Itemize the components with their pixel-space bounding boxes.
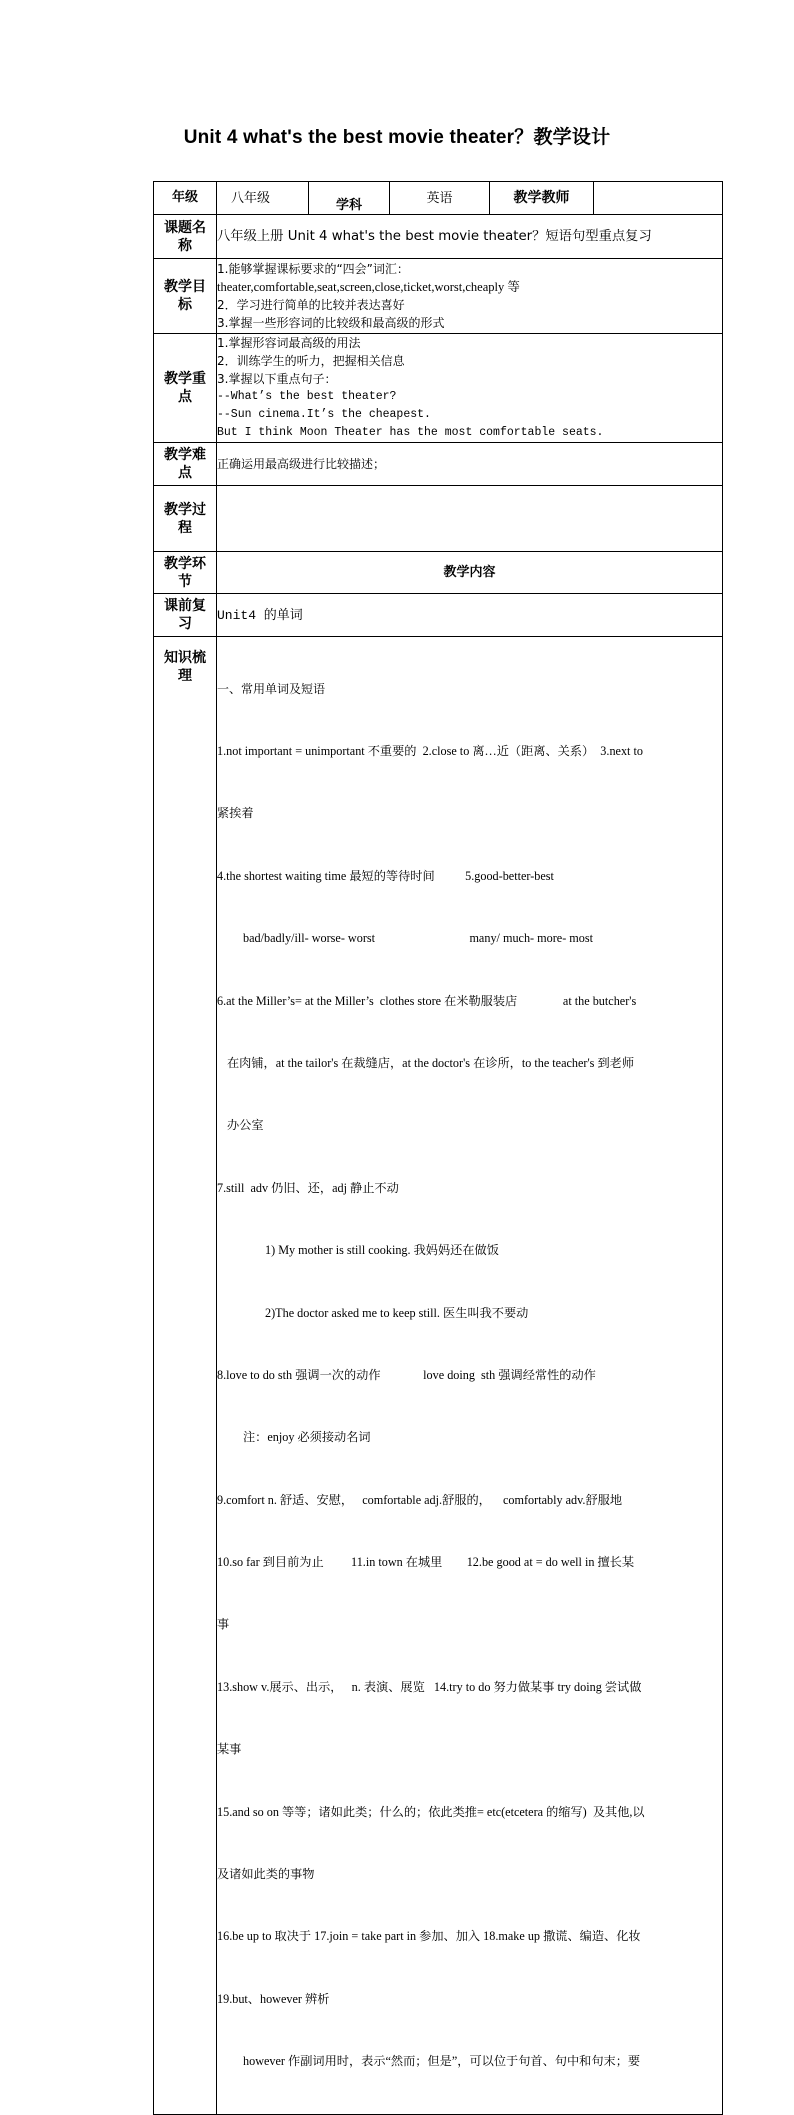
teacher-label: 教学教师 [490, 182, 594, 215]
topic-value: 八年级上册 Unit 4 what's the best movie theater？短语句型重点复习 [217, 215, 723, 259]
knowledge-line: 1) My mother is still cooking. 我妈妈还在做饭 [265, 1243, 499, 1258]
goals-row [154, 259, 723, 334]
goals-line: 3.掌握一些形容词的比较级和最高级的形式 [217, 316, 445, 330]
review-label: 课前复习 [154, 594, 217, 637]
process-row [154, 486, 723, 552]
section-value: 教学内容 [217, 552, 723, 594]
review-value: Unit4 的单词 [217, 594, 723, 637]
knowledge-row [154, 637, 723, 2115]
knowledge-line: 19.but、however 辨析 [217, 1991, 330, 2006]
teacher-value [594, 182, 723, 215]
knowledge-label: 知识梳理 [154, 637, 217, 2115]
header-row [154, 182, 723, 215]
goals-content [217, 259, 723, 334]
key-point-line: 1.掌握形容词最高级的用法 [217, 336, 361, 350]
process-value [217, 486, 723, 552]
knowledge-line: 一、常用单词及短语 [217, 681, 326, 696]
knowledge-line: 4.the shortest waiting time 最短的等待时间 5.good-better-best [217, 868, 554, 883]
goals-label: 教学目标 [154, 259, 217, 334]
goals-line: 1.能够掌握课标要求的“四会”词汇： [217, 262, 409, 276]
knowledge-line: 10.so far 到目前为止 11.in town 在城里 12.be good at = do well in 擅长某 [217, 1555, 635, 1570]
goals-line: theater,comfortable,seat,screen,close,ticket,worst,cheaply 等 [217, 280, 520, 294]
knowledge-line: however 作副词用时，表示“然而；但是”，可以位于句首、句中和句末；要 [243, 2054, 641, 2069]
knowledge-line: bad/badly/ill- worse- worst many/ much- more- most [243, 931, 593, 946]
knowledge-line: 紧挨着 [217, 806, 254, 821]
knowledge-line: 办公室 [227, 1118, 264, 1133]
subject-label: 学科 [309, 182, 390, 215]
review-row [154, 594, 723, 637]
difficulty-label: 教学难点 [154, 443, 217, 486]
key-points-row [154, 334, 723, 443]
knowledge-line: 注：enjoy 必须接动名词 [243, 1430, 371, 1445]
section-row [154, 552, 723, 594]
key-point-line: 2．训练学生的听力，把握相关信息 [217, 354, 405, 368]
key-sentence: But I think Moon Theater has the most comfortable seats. [217, 426, 604, 439]
key-point-line: 3.掌握以下重点句子： [217, 372, 337, 386]
knowledge-line: 某事 [217, 1742, 242, 1757]
knowledge-line: 9.comfort n. 舒适、安慰， comfortable adj.舒服的， comfortably adv.舒服地 [217, 1492, 623, 1507]
knowledge-line: 16.be up to 取决于 17.join = take part in 参加、加入 18.make up 撒谎、编造、化妆 [217, 1929, 641, 1944]
subject-value: 英语 [390, 182, 490, 215]
key-sentence: --Sun cinema.It’s the cheapest. [217, 408, 431, 421]
page-title: Unit 4 what's the best movie theater？教学设计 [183, 127, 611, 148]
key-points-content [217, 334, 723, 443]
grade-label: 年级 [154, 182, 217, 215]
knowledge-line: 及诸如此类的事物 [217, 1867, 315, 1882]
knowledge-line: 2)The doctor asked me to keep still. 医生叫我不要动 [265, 1305, 529, 1320]
knowledge-line: 6.at the Miller’s= at the Miller’s clothes store 在米勒服装店 at the butcher's [217, 993, 637, 1008]
difficulty-value: 正确运用最高级进行比较描述； [217, 443, 723, 486]
knowledge-line: 在肉铺，at the tailor's 在裁缝店，at the doctor's 在诊所，to the teacher's 到老师 [227, 1055, 635, 1070]
topic-label: 课题名称 [154, 215, 217, 259]
difficulty-row [154, 443, 723, 486]
knowledge-line: 7.still adv 仍旧、还，adj 静止不动 [217, 1180, 399, 1195]
knowledge-line: 8.love to do sth 强调一次的动作 love doing sth 强调经常性的动作 [217, 1367, 596, 1382]
knowledge-content [217, 637, 723, 2115]
goals-line: 2．学习进行简单的比较并表达喜好 [217, 298, 405, 312]
knowledge-line: 事 [217, 1617, 230, 1632]
knowledge-line: 1.not important = unimportant 不重要的 2.close to 离…近（距离、关系） 3.next to [217, 743, 643, 758]
key-points-label: 教学重点 [154, 334, 217, 443]
knowledge-line: 13.show v.展示、出示， n. 表演、展览 14.try to do 努力做某事 try doing 尝试做 [217, 1679, 642, 1694]
process-label: 教学过程 [154, 486, 217, 552]
grade-value: 八年级 [217, 182, 309, 215]
lesson-plan-table [153, 181, 723, 2115]
key-sentence: --What’s the best theater? [217, 390, 397, 403]
section-label: 教学环节 [154, 552, 217, 594]
topic-row [154, 215, 723, 259]
knowledge-line: 15.and so on 等等；诸如此类；什么的；依此类推= etc(etcetera 的缩写) 及其他,以 [217, 1804, 645, 1819]
